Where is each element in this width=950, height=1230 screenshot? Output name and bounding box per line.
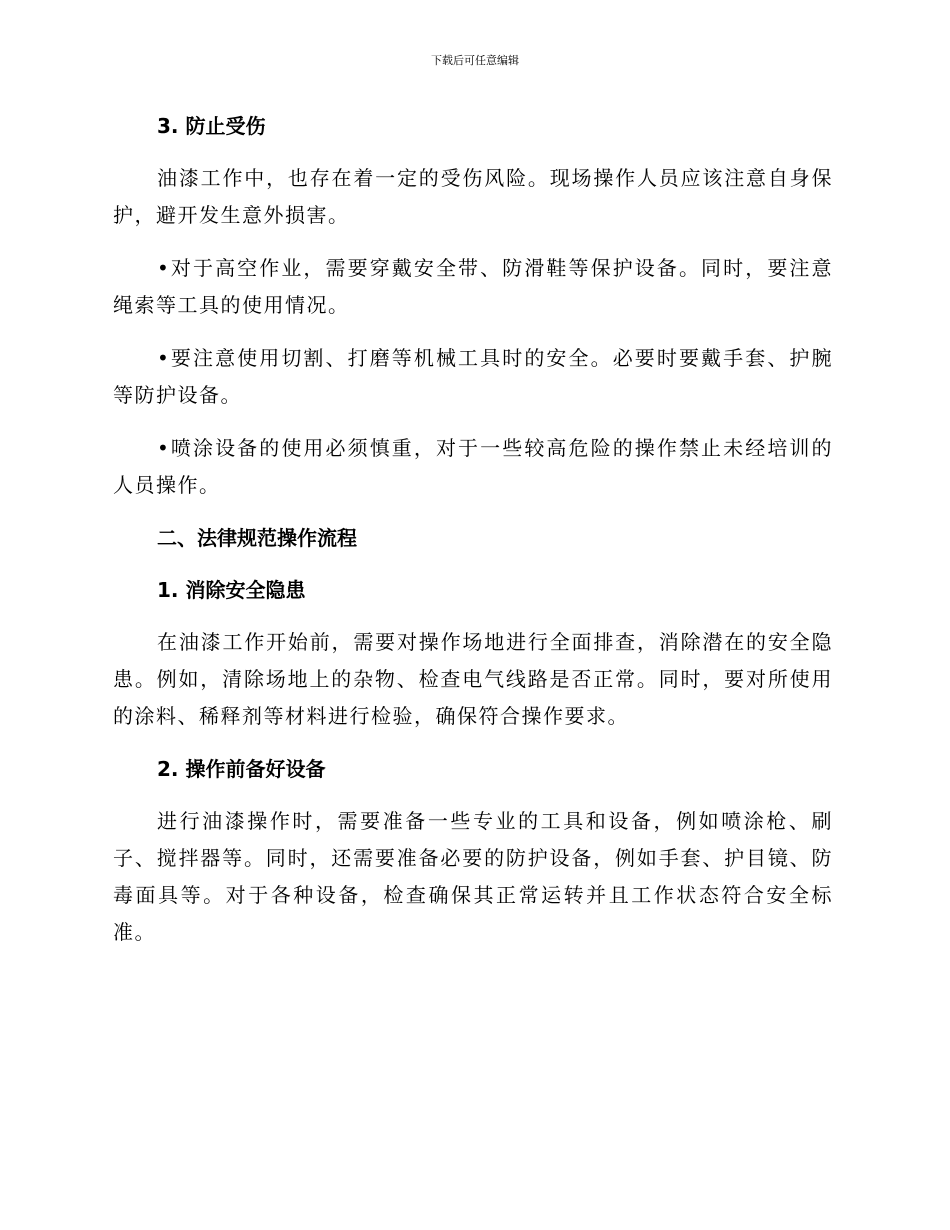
- paragraph-eliminate-hazards: 在油漆工作开始前，需要对操作场地进行全面排查，消除潜在的安全隐患。例如，清除场地上的杂物、检查电气线路是否正常。同时，要对所使用的涂料、稀释剂等材料进行检验，确保符合操作要求。: [113, 630, 833, 728]
- bullet-mechanical-tools: •要注意使用切割、打磨等机械工具时的安全。必要时要戴手套、护腕等防护设备。: [113, 346, 833, 407]
- bullet-high-altitude-work: •对于高空作业，需要穿戴安全带、防滑鞋等保护设备。同时，要注意绳索等工具的使用情况。: [113, 256, 833, 317]
- page-header: 下载后可任意编辑: [431, 54, 519, 67]
- paragraph-prepare-equipment: 进行油漆操作时，需要准备一些专业的工具和设备，例如喷涂枪、刷子、搅拌器等。同时，还需要准备必要的防护设备，例如手套、护目镜、防毒面具等。对于各种设备，检查确保其正常运转并且工作状态符合安全标准。: [113, 809, 833, 944]
- paragraph-injury-risk: 油漆工作中，也存在着一定的受伤风险。现场操作人员应该注意自身保护，避开发生意外损害。: [113, 166, 833, 227]
- section-heading-eliminate-hazards: 1. 消除安全隐患: [157, 578, 306, 602]
- chapter-heading-legal-procedure: 二、法律规范操作流程: [157, 526, 357, 550]
- section-heading-prepare-equipment: 2. 操作前备好设备: [157, 757, 326, 781]
- section-heading-prevent-injury: 3. 防止受伤: [157, 114, 266, 138]
- bullet-spray-equipment: •喷涂设备的使用必须慎重，对于一些较高危险的操作禁止未经培训的人员操作。: [113, 436, 833, 497]
- document-body: [113, 108, 833, 967]
